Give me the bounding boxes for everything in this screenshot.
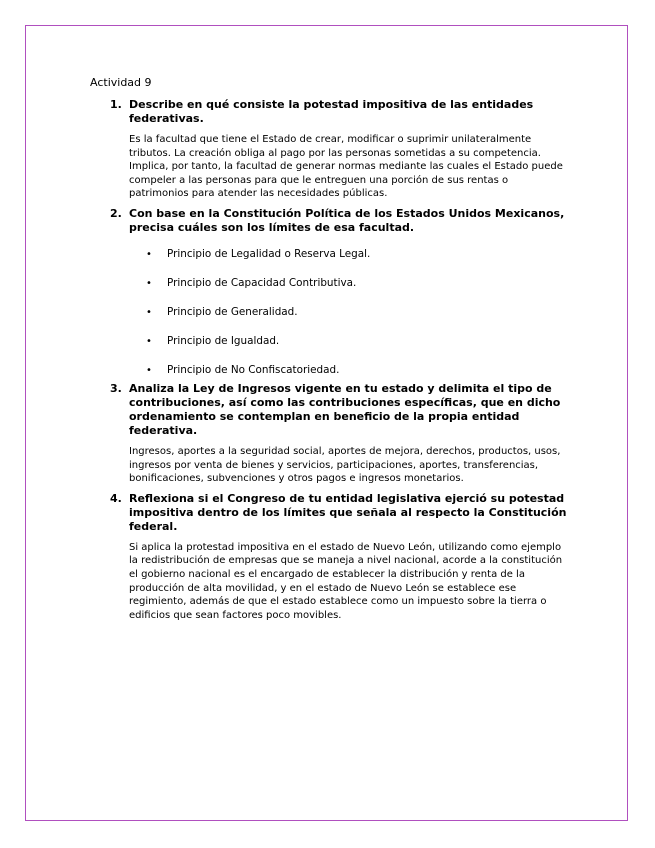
bullet-icon: • [146,248,152,260]
bullet-icon: • [146,364,152,376]
answer-text: Si aplica la protestad impositiva en el estado de Nuevo León, utilizando como ejemplo la redistribución de empresas que se maneja a nivel nacional, acorde a la constitución el gobierno nacional es el encargado de establecer la distribución y renta de la producción de alta movilidad, y en el estado de Nuevo León se establece ese regimiento, además de que el estado establece como un impuesto sobre la tierra o edificios que sean factores poco movibles. [129,541,563,621]
list-item [129,364,570,377]
question-4 [90,492,570,623]
question-text: Con base en la Constitución Política de los Estados Unidos Mexicanos, precisa cuáles son los límites de esa facultad. [129,206,565,234]
list-item-text: Principio de Capacidad Contributiva. [167,276,357,289]
question-1 [90,98,570,201]
list-item [129,335,570,348]
question-number: 4. [110,491,122,505]
activity-title: Actividad 9 [90,76,152,89]
question-number: 2. [110,206,122,220]
bullet-icon: • [146,306,152,318]
question-list [90,98,570,622]
bullet-icon: • [146,277,152,289]
list-item-text: Principio de No Confiscatoriedad. [167,363,340,376]
document-body [90,76,570,622]
answer-text: Ingresos, aportes a la seguridad social, aportes de mejora, derechos, productos, usos, ingresos por venta de bienes y servicios, participaciones, aportes, transferencias, bonificaciones, subvenciones y otros pagos e ingresos monetarios. [129,445,561,485]
question-text: Describe en qué consiste la potestad impositiva de las entidades federativas. [129,98,534,125]
answer-text: Es la facultad que tiene el Estado de crear, modificar o suprimir unilateralmente tributos. La creación obliga al pago por las personas sometidas a su competencia. Implica, por tanto, la facultad de generar normas mediante las cuales el Estado puede compeler a las personas para que le entreguen una porción de sus rentas o patrimonios para atender las necesidades públicas. [129,134,563,200]
list-item-text: Principio de Igualdad. [167,334,280,347]
question-text: Reflexiona si el Congreso de tu entidad legislativa ejerció su potestad impositiva dentro de los límites que señala al respecto la Constitución federal. [129,491,567,533]
list-item-text: Principio de Legalidad o Reserva Legal. [167,247,371,260]
question-number: 1. [110,98,122,111]
question-3 [90,382,570,486]
limits-list [129,248,570,377]
question-2 [90,207,570,377]
bullet-icon: • [146,335,152,347]
list-item [129,306,570,319]
question-text: Analiza la Ley de Ingresos vigente en tu estado y delimita el tipo de contribuciones, así como las contribuciones específicas, que en dicho ordenamiento se contemplan en beneficio de la propia entidad federativa. [129,381,561,437]
list-item [129,248,570,261]
list-item-text: Principio de Generalidad. [167,305,298,318]
list-item [129,277,570,290]
question-number: 3. [110,381,122,395]
